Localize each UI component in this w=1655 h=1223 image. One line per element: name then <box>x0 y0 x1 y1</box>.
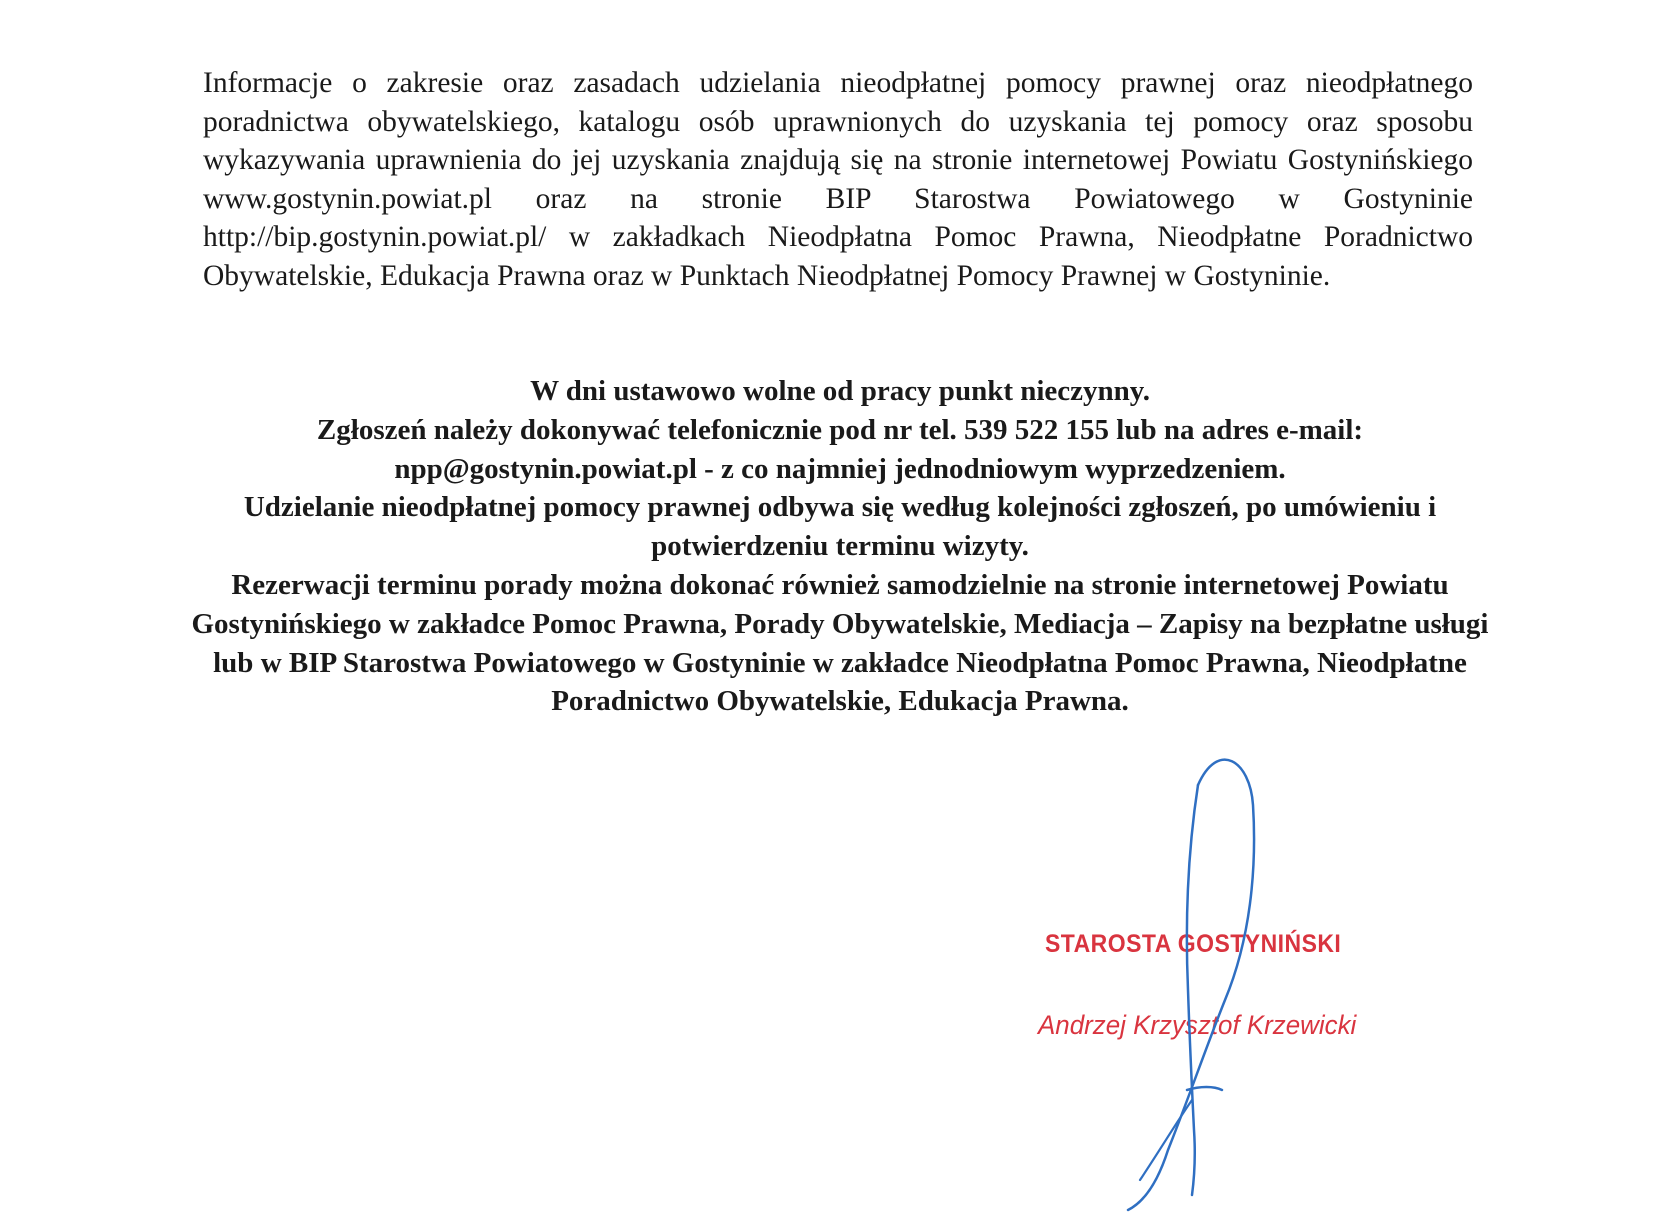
signature-stroke-hook <box>1140 1100 1192 1180</box>
signature-stroke-loop <box>1187 785 1198 1195</box>
notice-bip: lub w BIP Starostwa Powiatowego w Gostyninie w zakładce Nieodpłatna Pomoc Prawna, Nieodpłatne Poradnictwo Obywatelskie, Edukacja Prawna. <box>213 646 1467 718</box>
notice-contact: Zgłoszeń należy dokonywać telefonicznie pod nr tel. 539 522 155 lub na adres e-mail: npp@gostynin.powiat.pl - z co najmniej jednodniowym wyprzedzeniem. <box>316 413 1364 485</box>
notice-closed-days: W dni ustawowo wolne od pracy punkt nieczynny. <box>530 375 1150 407</box>
signature-stroke-cross <box>1187 1087 1222 1090</box>
notice-block <box>190 372 1490 721</box>
notice-order: Udzielanie nieodpłatnej pomocy prawnej odbywa się według kolejności zgłoszeń, po umówieniu i potwierdzeniu terminu wizyty. <box>243 491 1437 563</box>
intro-paragraph: Informacje o zakresie oraz zasadach udzielania nieodpłatnej pomocy prawnej oraz nieodpłatnego poradnictwa obywatelskiego, katalogu osób uprawnionych do uzyskania tej pomocy oraz sposobu wykazywania uprawnienia do jej uzyskania znajdują się na stronie internetowej Powiatu Gostynińskiego www.gostynin.powiat.pl oraz na stronie BIP Starostwa Powiatowego w Gostyninie http://bip.gostynin.powiat.pl/ w zakładkach Nieodpłatna Pomoc Prawna, Nieodpłatne Poradnictwo Obywatelskie, Edukacja Prawna oraz w Punktach Nieodpłatnej Pomocy Prawnej w Gostyninie. <box>203 67 1473 292</box>
stamp-name: Andrzej Krzysztof Krzewicki <box>1038 1010 1357 1040</box>
notice-reservation: Rezerwacji terminu porady można dokonać również samodzielnie na stronie internetowej Powiatu Gostynińskiego w zakładce Pomoc Prawna, Porady Obywatelskie, Mediacja – Zapisy na bezpłatne usługi <box>191 568 1489 640</box>
stamp-title: STAROSTA GOSTYNIŃSKI <box>1045 930 1342 958</box>
signature-stroke-main <box>1128 760 1254 1210</box>
